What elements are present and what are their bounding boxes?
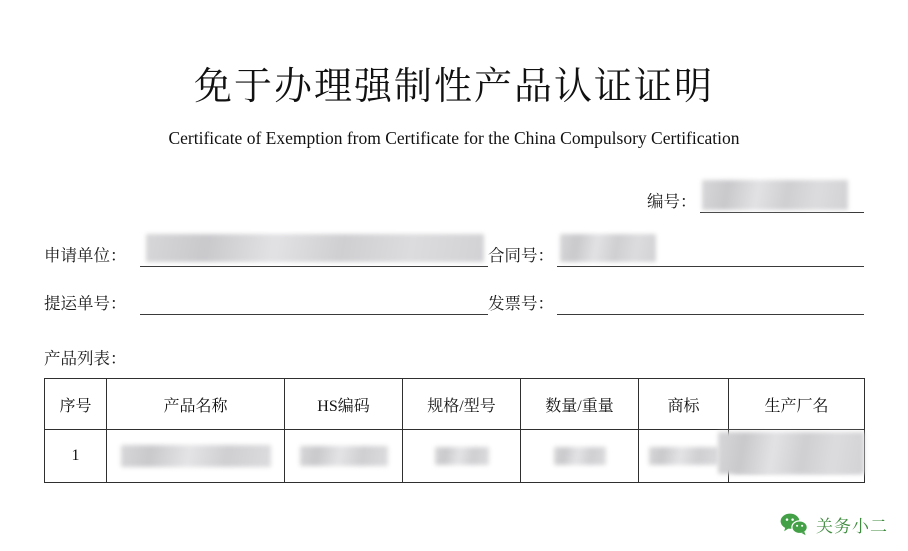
page-title-en: Certificate of Exemption from Certificate for the China Compulsory Certification bbox=[168, 128, 740, 148]
cell-brand bbox=[639, 430, 729, 483]
cell-brand-redacted bbox=[649, 447, 719, 465]
page-title-cn: 免于办理强制性产品认证证明 bbox=[193, 66, 714, 108]
cell-product-name bbox=[107, 430, 285, 483]
bill-of-lading-label: 提运单号： bbox=[44, 294, 127, 313]
cell-hs-code-redacted bbox=[300, 446, 388, 466]
cell-qty-weight bbox=[521, 430, 639, 483]
cell-index: 1 bbox=[45, 430, 107, 483]
column-header-hs-code: HS编码 bbox=[285, 379, 403, 430]
applicant-rule bbox=[140, 266, 488, 267]
column-header-index: 序号 bbox=[45, 379, 107, 430]
contract-no-value-redacted bbox=[560, 234, 656, 262]
cell-spec-redacted bbox=[435, 447, 489, 465]
column-header-brand: 商标 bbox=[639, 379, 729, 430]
cell-spec bbox=[403, 430, 521, 483]
manufacturer-overflow-redacted bbox=[718, 432, 864, 474]
footer-account-name: 关务小二 bbox=[816, 517, 888, 536]
invoice-no-label: 发票号： bbox=[488, 294, 554, 313]
applicant-label: 申请单位： bbox=[44, 246, 127, 265]
cell-qty-weight-redacted bbox=[554, 447, 606, 465]
column-header-manufacturer: 生产厂名 bbox=[729, 379, 865, 430]
table-header-row bbox=[45, 379, 865, 430]
invoice-no-rule bbox=[557, 314, 864, 315]
product-list-label: 产品列表： bbox=[44, 349, 127, 368]
cell-hs-code bbox=[285, 430, 403, 483]
wechat-icon bbox=[780, 513, 808, 536]
column-header-qty-weight: 数量/重量 bbox=[521, 379, 639, 430]
cell-product-name-redacted bbox=[121, 445, 271, 467]
serial-value-redacted bbox=[702, 180, 848, 210]
contract-no-rule bbox=[557, 266, 864, 267]
applicant-value-redacted bbox=[146, 234, 484, 262]
footer-badge bbox=[780, 512, 888, 537]
bill-of-lading-rule bbox=[140, 314, 488, 315]
contract-no-label: 合同号： bbox=[488, 246, 554, 265]
column-header-spec: 规格/型号 bbox=[403, 379, 521, 430]
serial-rule bbox=[700, 212, 864, 213]
column-header-product-name: 产品名称 bbox=[107, 379, 285, 430]
serial-label: 编号： bbox=[647, 192, 697, 211]
